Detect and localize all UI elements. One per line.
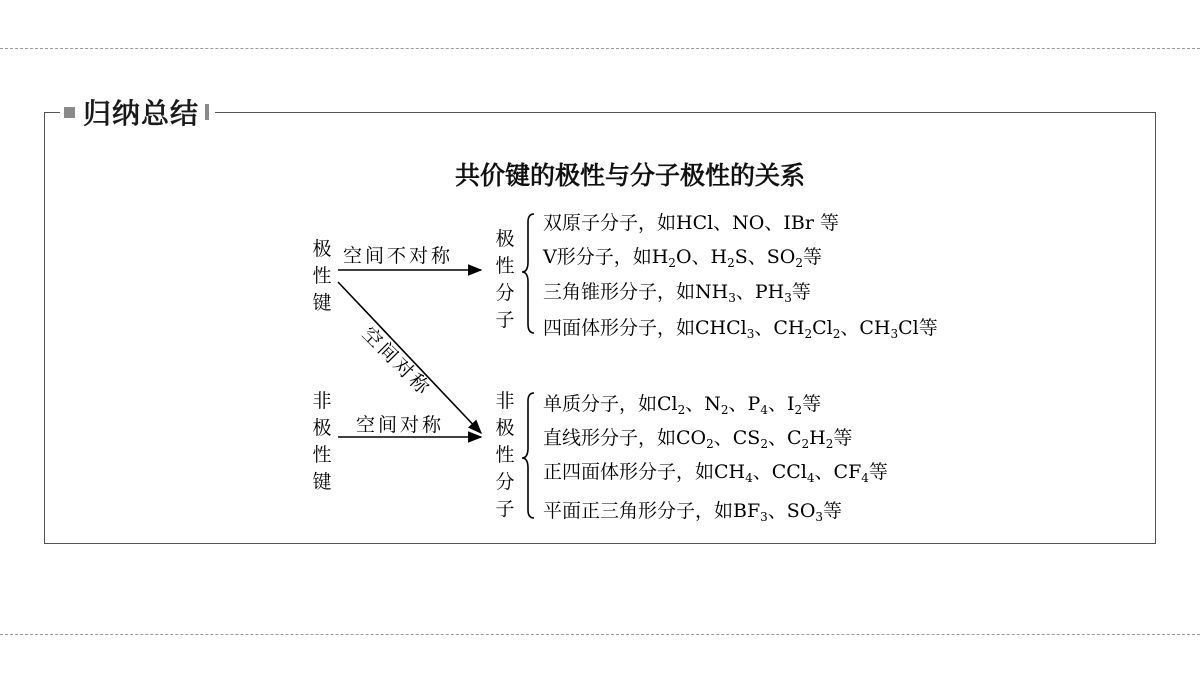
polar-bond-label: 极 性 键 bbox=[312, 238, 332, 314]
nonpolar-example-row: 平面正三角形分子，如$BF_3$、$SO_3$等 bbox=[543, 500, 843, 524]
arrow-polar-to-nonpolar-molecule bbox=[338, 282, 481, 433]
arrow-label-symmetric: 空间对称 bbox=[356, 414, 445, 436]
polar-example-row: 双原子分子，如HCl、NO、IBr 等 bbox=[543, 212, 839, 234]
brace-nonpolar bbox=[522, 393, 534, 518]
polar-example-row: V形分子，如$H_2O$、$H_2S$、$SO_2$等 bbox=[543, 246, 822, 270]
nonpolar-molecule-label: 非 极 性 分 子 bbox=[495, 390, 515, 520]
nonpolar-example-row: 正四面体形分子，如$CH_4$、CCl$_4$、$CF_4$等 bbox=[543, 461, 888, 485]
section-title: 归纳总结 bbox=[83, 97, 200, 130]
nonpolar-example-row: 直线形分子，如$CO_2$、$CS_2$、$C_2H_2$等 bbox=[543, 427, 853, 451]
polar-molecule-label: 极 性 分 子 bbox=[495, 228, 515, 331]
nonpolar-example-row: 单质分子，如$Cl_2$、$N_2$、$P_4$、$I_2$等 bbox=[543, 393, 822, 417]
brace-polar bbox=[522, 214, 534, 333]
main-title: 共价键的极性与分子极性的关系 bbox=[454, 161, 805, 190]
arrow-label-asymmetric: 空间不对称 bbox=[343, 245, 454, 267]
polar-example-row: 四面体形分子，如CHCl$_3$、$CH_2Cl_2$、$CH_3Cl$等 bbox=[543, 317, 938, 341]
arrow-label-diagonal-symmetric: 空间对称 bbox=[357, 322, 436, 401]
polar-example-row: 三角锥形分子，如$NH_3$、$PH_3$等 bbox=[543, 281, 811, 305]
nonpolar-bond-label: 非 极 性 键 bbox=[312, 390, 332, 493]
